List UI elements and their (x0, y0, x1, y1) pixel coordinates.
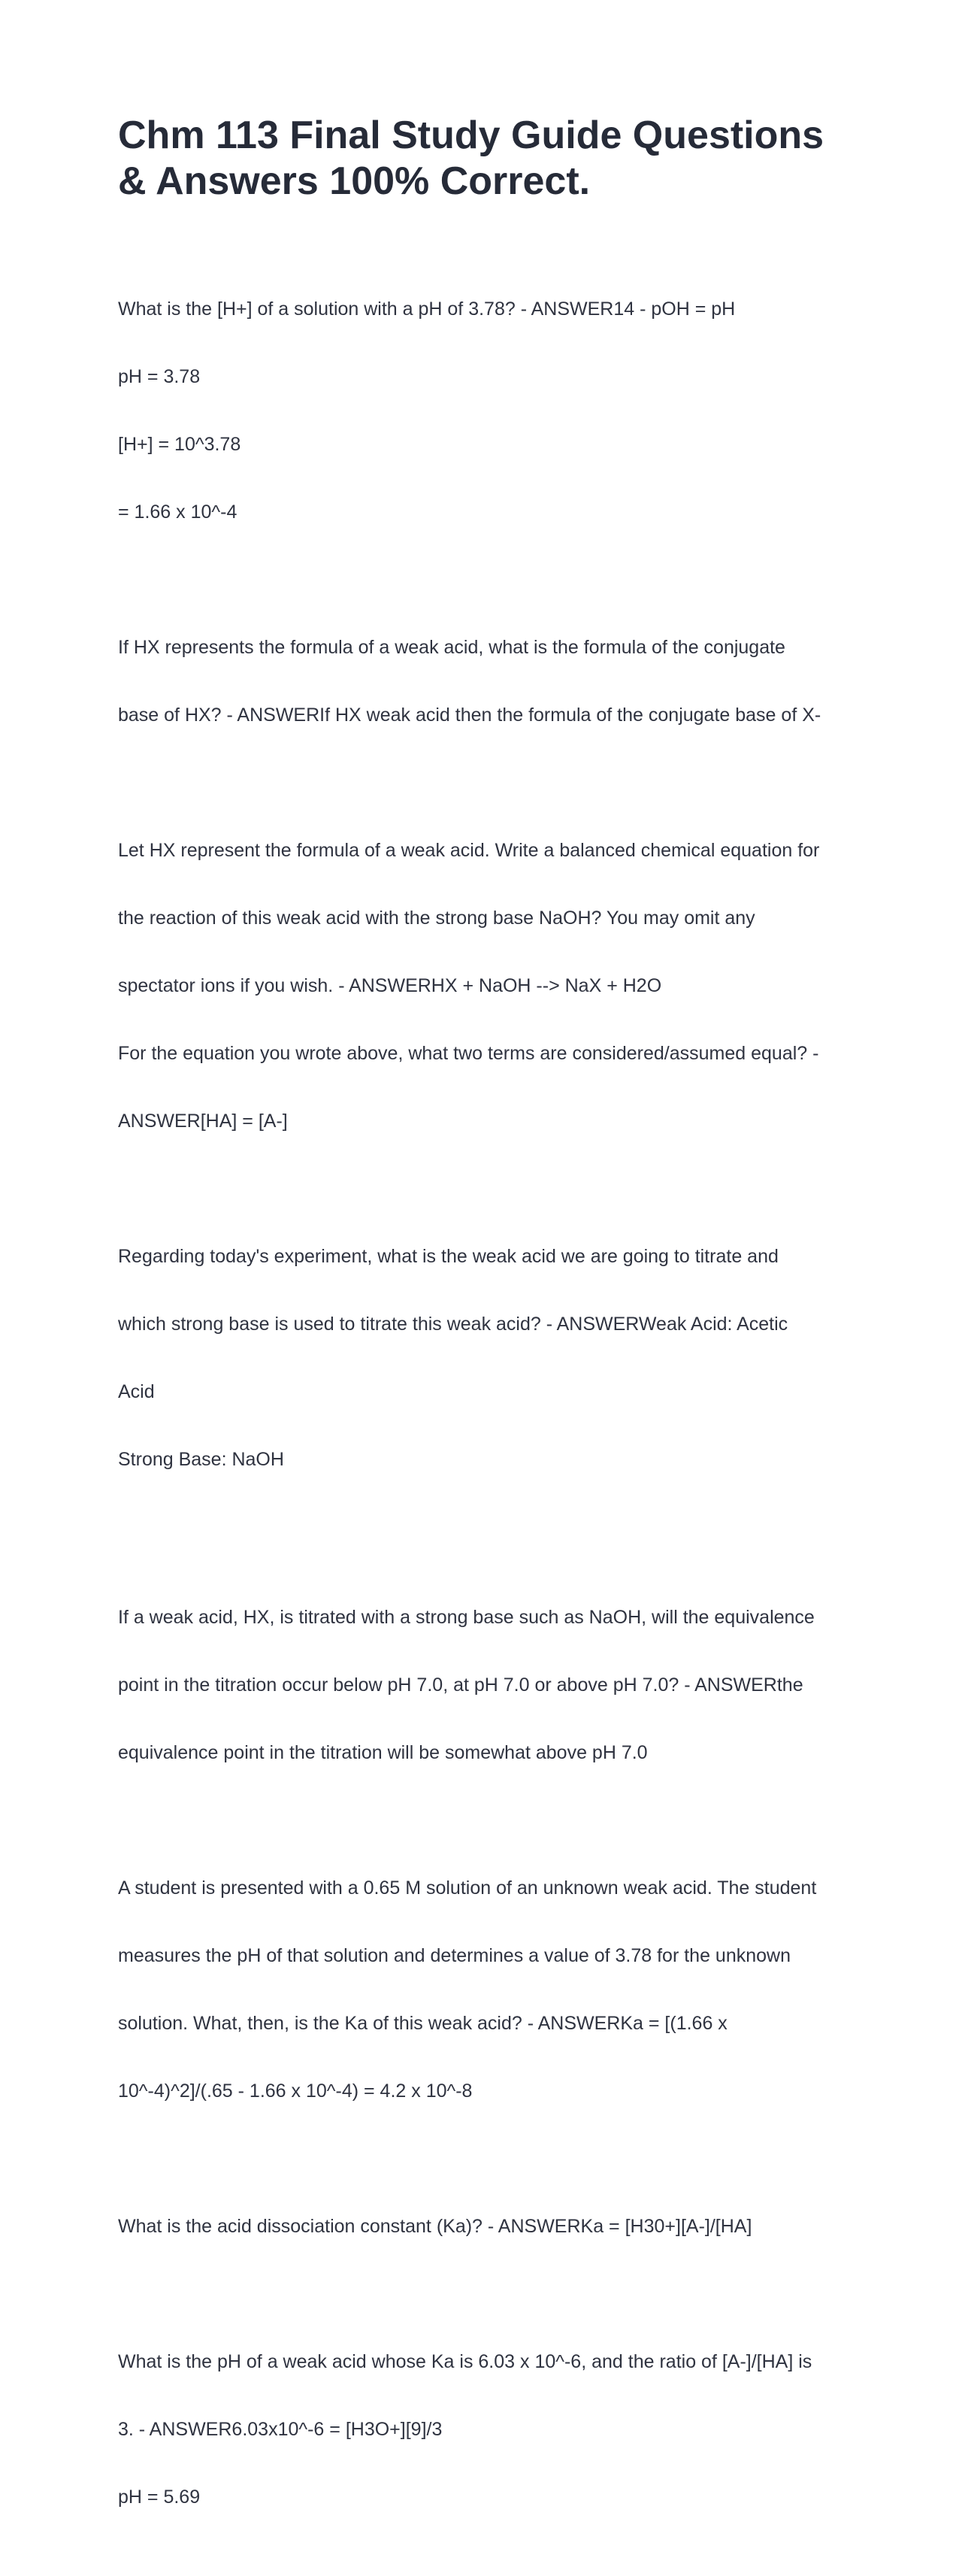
qa-line: ANSWER[HA] = [A-] (118, 1111, 288, 1132)
qa-item (118, 253, 855, 568)
qa-line: Regarding today's experiment, what is the weak acid we are going to titrate and (118, 1246, 779, 1267)
qa-line: spectator ions if you wish. - ANSWERHX + NaOH --> NaX + H2O (118, 975, 662, 996)
qa-line: 10^-4)^2]/(.65 - 1.66 x 10^-4) = 4.2 x 10^-8 (118, 2080, 473, 2102)
title-line: Chm 113 Final Study Guide Questions (118, 114, 824, 157)
qa-line: Let HX represent the formula of a weak acid. Write a balanced chemical equation for (118, 840, 820, 861)
qa-line: Strong Base: NaOH (118, 1449, 284, 1470)
qa-line: = 1.66 x 10^-4 (118, 502, 237, 523)
qa-line: If a weak acid, HX, is titrated with a strong base such as NaOH, will the equivalence (118, 1607, 815, 1628)
qa-line: What is the [H+] of a solution with a pH of 3.78? - ANSWER14 - pOH = pH (118, 299, 736, 320)
qa-line: base of HX? - ANSWERIf HX weak acid then the formula of the conjugate base of X- (118, 705, 821, 726)
qa-item (118, 1561, 855, 1809)
qa-line: which strong base is used to titrate this weak acid? - ANSWERWeak Acid: Acetic (118, 1314, 788, 1335)
qa-line: [H+] = 10^3.78 (118, 434, 241, 455)
qa-line: For the equation you wrote above, what two terms are considered/assumed equal? - (118, 1043, 819, 1064)
qa-item (118, 1200, 855, 1516)
document-title (118, 113, 855, 205)
qa-line: What is the acid dissociation constant (Ka)? - ANSWERKa = [H30+][A-]/[HA] (118, 2216, 752, 2237)
qa-line: If HX represents the formula of a weak acid, what is the formula of the conjugate (118, 637, 785, 658)
qa-line: the reaction of this weak acid with the strong base NaOH? You may omit any (118, 908, 755, 929)
qa-line: Acid (118, 1381, 155, 1402)
qa-item (118, 591, 855, 771)
qa-line: solution. What, then, is the Ka of this weak acid? - ANSWERKa = [(1.66 x (118, 2013, 728, 2034)
qa-item (118, 2170, 855, 2283)
qa-line: measures the pH of that solution and determines a value of 3.78 for the unknown (118, 1945, 791, 1966)
qa-line: equivalence point in the titration will be somewhat above pH 7.0 (118, 1742, 648, 1763)
qa-line: pH = 3.78 (118, 366, 201, 387)
qa-item (118, 1832, 855, 2147)
qa-line: A student is presented with a 0.65 M solution of an unknown weak acid. The student (118, 1877, 817, 1899)
qa-line: pH = 5.69 (118, 2487, 201, 2508)
title-line: & Answers 100% Correct. (118, 159, 591, 203)
qa-line: What is the pH of a weak acid whose Ka is 6.03 x 10^-6, and the ratio of [A-]/[HA] is (118, 2351, 812, 2372)
qa-item (118, 794, 855, 1177)
qa-item (118, 2305, 855, 2553)
qa-line: 3. - ANSWER6.03x10^-6 = [H3O+][9]/3 (118, 2419, 443, 2440)
qa-line: point in the titration occur below pH 7.0, at pH 7.0 or above pH 7.0? - ANSWERthe (118, 1674, 803, 1696)
document-page (118, 113, 855, 2576)
